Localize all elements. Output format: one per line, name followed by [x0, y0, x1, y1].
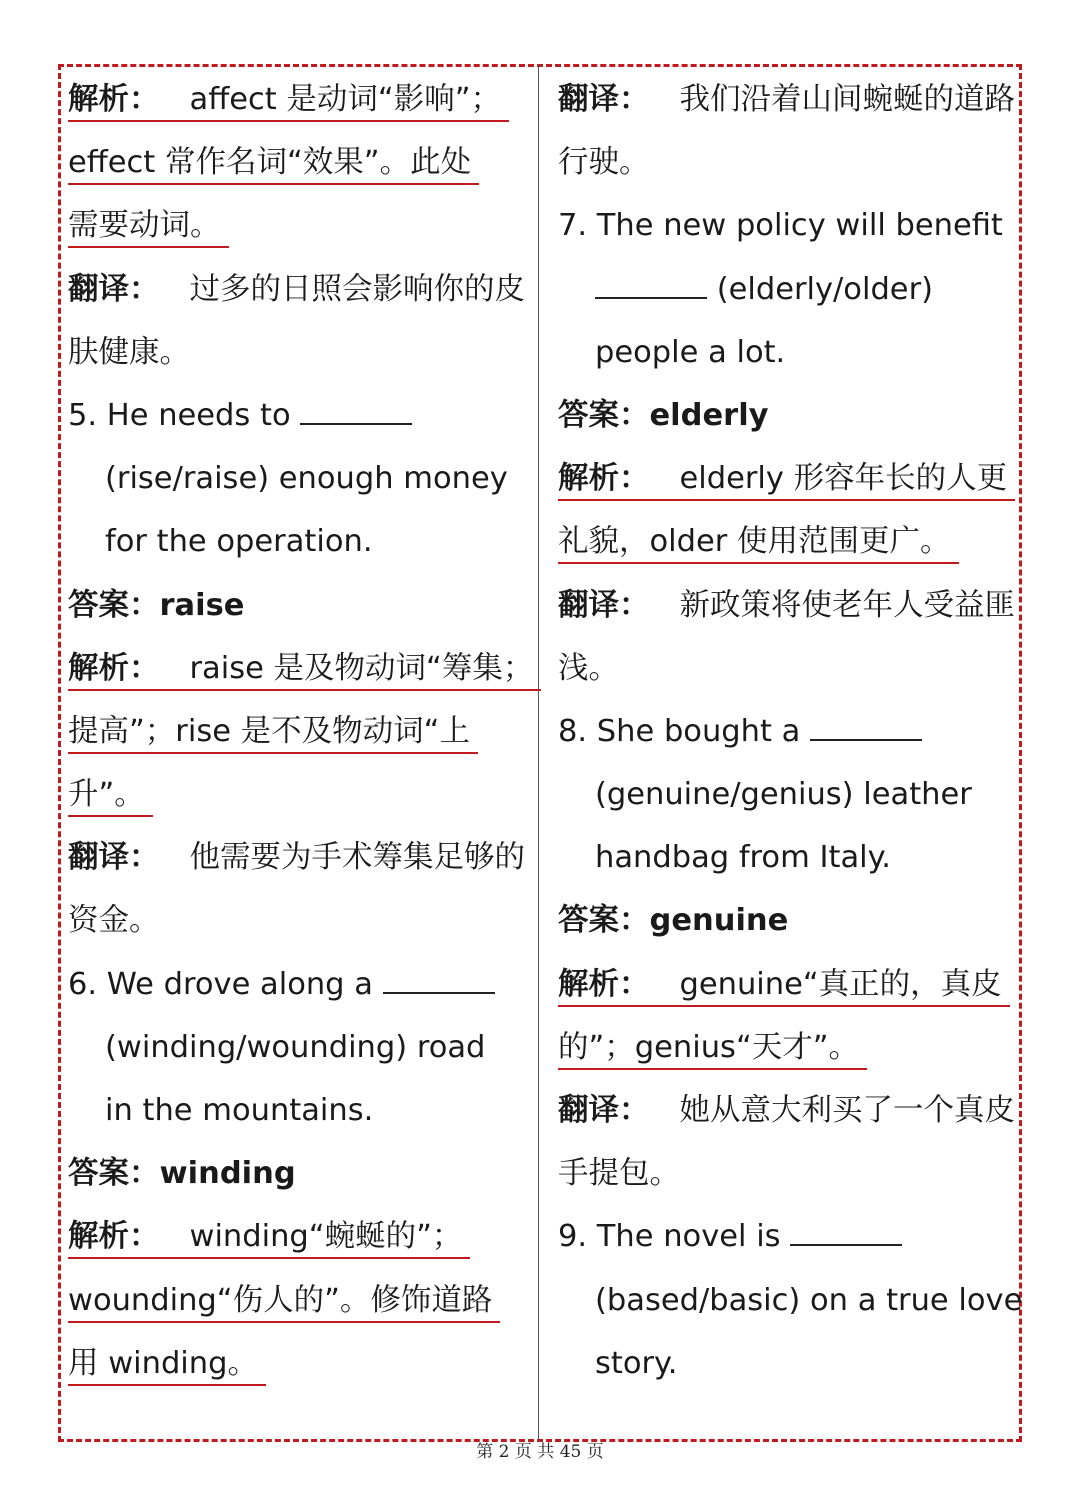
answer-value: raise: [159, 587, 245, 623]
question-8-line1: 8. She bought a: [558, 700, 1016, 763]
explanation-7-line2: 礼貌，older 使用范围更广。: [558, 510, 1016, 573]
explanation-label: 解析：: [558, 966, 650, 1002]
explanation-affect-line1: [68, 68, 526, 131]
answer-label: 答案：: [558, 397, 650, 433]
question-6-line2: (winding/wounding) road: [105, 1029, 486, 1065]
explanation-affect-line3: 需要动词。: [68, 194, 526, 257]
question-7-line1: 7. The new policy will benefit: [558, 208, 1003, 244]
explanation-6-line2: wounding“伤人的”。修饰道路: [68, 1269, 526, 1332]
question-7-line2: (elderly/older): [558, 258, 1016, 321]
page-number-footer: 第 2 页 共 45 页: [476, 1442, 604, 1462]
answer-value: winding: [159, 1156, 296, 1192]
explanation-affect-line2: effect 常作名词“效果”。此处: [68, 131, 526, 194]
translation-5-line1: 翻译： 他需要为手术筹集足够的: [68, 840, 525, 876]
question-9-line3: story.: [595, 1345, 678, 1381]
translation-label: 翻译：: [68, 271, 160, 307]
answer-label: 答案：: [68, 1156, 160, 1192]
explanation-6-line1: 解析： winding“蜿蜒的”；: [68, 1205, 526, 1268]
question-5-line3: for the operation.: [105, 524, 373, 560]
answer-value: genuine: [649, 903, 789, 939]
answer-label: 答案：: [558, 903, 650, 939]
answer-6: [68, 1142, 526, 1205]
translation-label: 翻译：: [68, 840, 160, 876]
explanation-6-line3: 用 winding。: [68, 1332, 526, 1395]
left-column: [68, 68, 534, 1395]
answer-blank: [595, 273, 707, 299]
translation-6-line2: 行驶。: [558, 145, 650, 181]
explanation-5-line2: 提高”；rise 是不及物动词“上: [68, 700, 526, 763]
question-7-line3: people a lot.: [595, 334, 786, 370]
translation-7-line2: 浅。: [558, 650, 619, 686]
question-9-line1: 9. The novel is: [558, 1205, 1016, 1268]
explanation-5-line1: 解析： raise 是及物动词“筹集；: [68, 637, 526, 700]
explanation-7-line1: 解析： elderly 形容年长的人更: [558, 447, 1016, 510]
answer-blank: [300, 399, 412, 425]
explanation-label: 解析：: [68, 650, 160, 686]
translation-label: 翻译：: [558, 82, 650, 117]
right-column: [558, 68, 1023, 1395]
question-8-line3: handbag from Italy.: [595, 840, 892, 876]
explanation-label: 解析：: [68, 82, 160, 117]
translation-affect-line1: 翻译： 过多的日照会影响你的皮: [68, 271, 525, 307]
answer-8: [558, 889, 1016, 952]
translation-label: 翻译：: [558, 587, 650, 623]
translation-6-line1: 翻译： 我们沿着山间蜿蜒的道路: [558, 82, 1015, 117]
question-6-line3: in the mountains.: [105, 1093, 374, 1128]
translation-label: 翻译：: [558, 1093, 650, 1128]
explanation-8-line2: 的”；genius“天才”。: [558, 1016, 1016, 1079]
answer-5: [68, 574, 526, 637]
explanation-label: 解析：: [558, 461, 650, 497]
translation-7-line1: 翻译： 新政策将使老年人受益匪: [558, 587, 1015, 623]
question-6-line1: 6. We drove along a: [68, 953, 526, 1016]
column-divider: [538, 64, 539, 1442]
answer-value: elderly: [649, 397, 769, 433]
translation-affect-line2: 肤健康。: [68, 334, 190, 370]
explanation-8-line1: 解析： genuine“真正的，真皮: [558, 953, 1016, 1016]
answer-blank: [383, 968, 495, 994]
explanation-label: 解析：: [68, 1219, 160, 1255]
question-5-line1: 5. He needs to: [68, 384, 526, 447]
answer-7: [558, 384, 1016, 447]
explanation-5-line3: 升”。: [68, 763, 526, 826]
translation-5-line2: 资金。: [68, 903, 160, 939]
question-5-line2: (rise/raise) enough money: [105, 461, 508, 497]
answer-blank: [810, 715, 922, 741]
question-9-line2: (based/basic) on a true love: [595, 1282, 1023, 1318]
answer-label: 答案：: [68, 587, 160, 623]
explanation-text: affect 是动词“影响”；: [189, 82, 501, 117]
translation-8-line1: 翻译： 她从意大利买了一个真皮: [558, 1093, 1015, 1128]
question-8-line2: (genuine/genius) leather: [595, 777, 972, 813]
translation-8-line2: 手提包。: [558, 1156, 680, 1192]
answer-blank: [790, 1220, 902, 1246]
